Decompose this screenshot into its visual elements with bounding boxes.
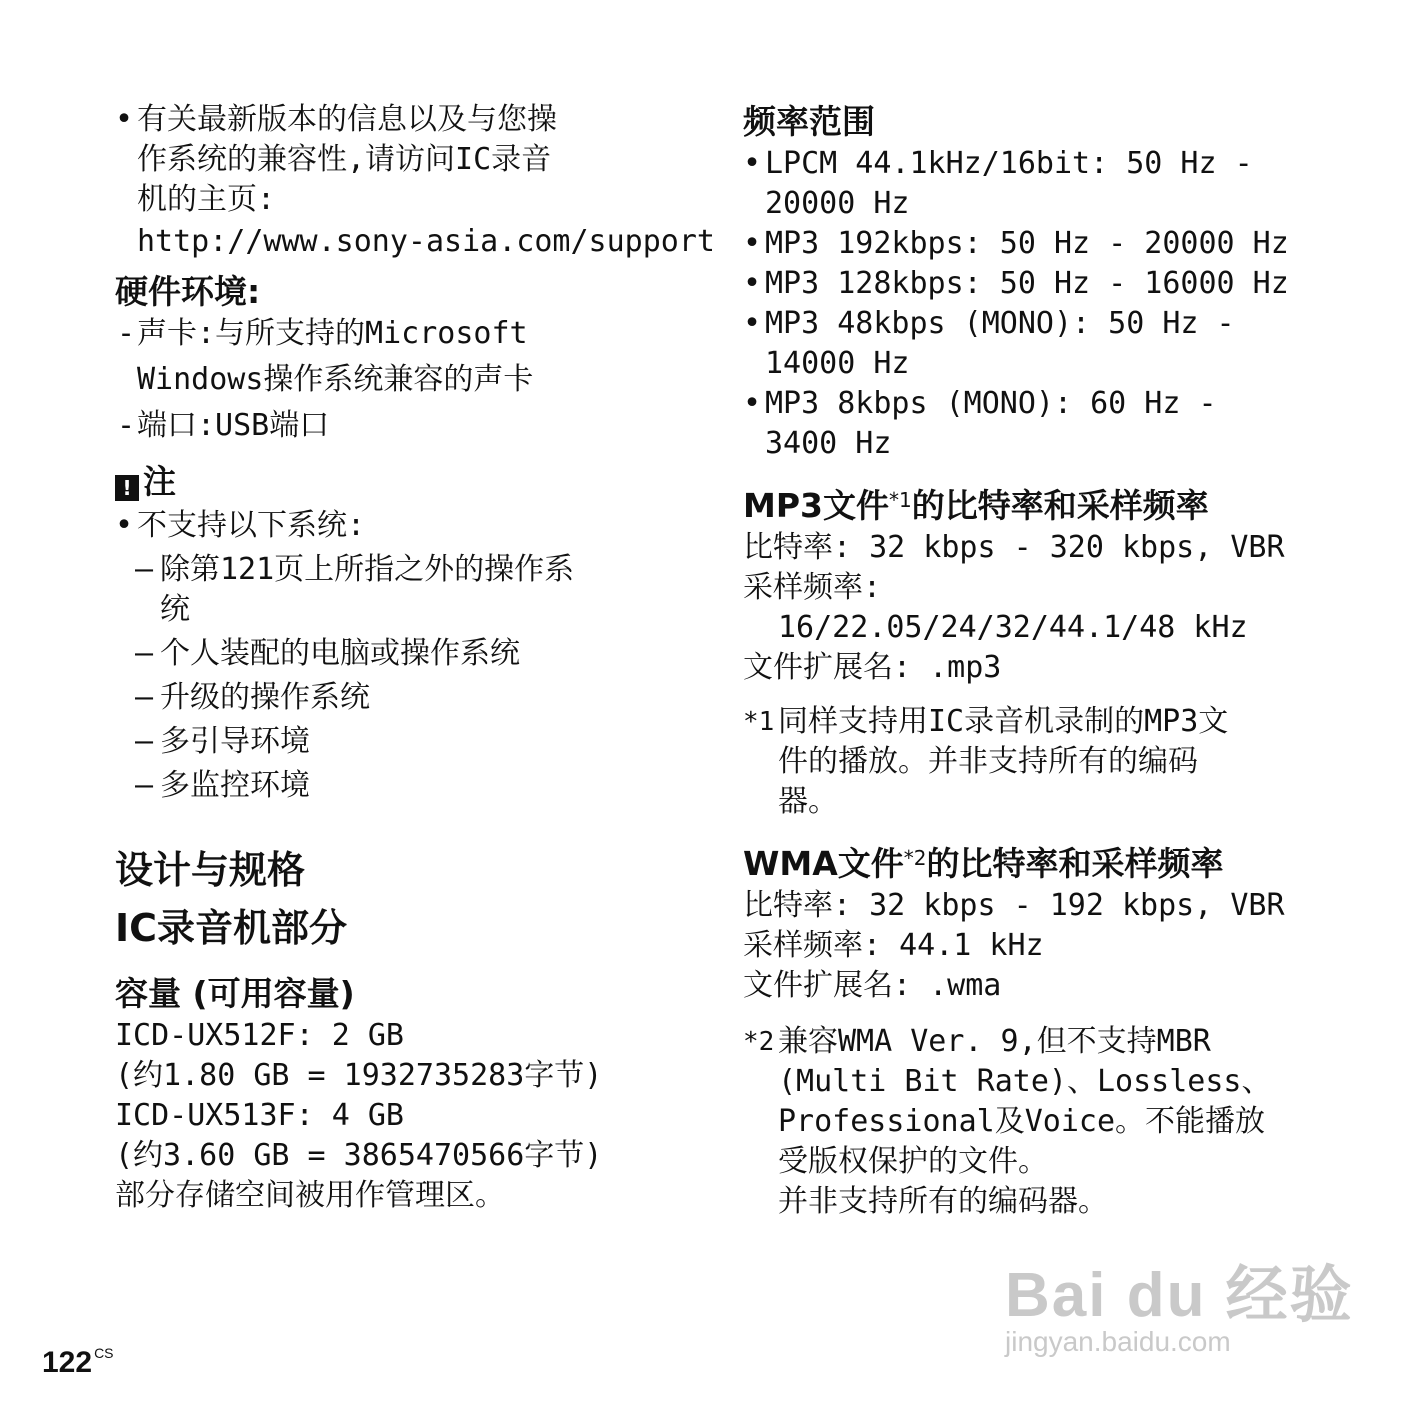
footnote-1-line: 件的播放。并非支持所有的编码 — [778, 744, 1198, 779]
note-sub-item: – 升级的操作系统 — [115, 678, 695, 718]
freq-line: • LPCM 44.1kHz/16bit: 50 Hz - — [765, 146, 1253, 181]
mp3-heading-footnote-ref: *1 — [889, 488, 912, 512]
mp3-bitrate: 比特率: 32 kbps - 320 kbps, VBR — [743, 530, 1285, 565]
freq-bullet: • MP3 192kbps: 50 Hz - 20000 Hz — [743, 224, 1343, 264]
baidu-watermark — [1005, 1245, 1354, 1358]
footnote-2-mark: *2 — [743, 1027, 775, 1057]
mp3-sampling-label: 采样频率: — [743, 570, 882, 605]
freq-line: • MP3 8kbps (MONO): 60 Hz - — [765, 386, 1217, 421]
mp3-heading-post: 的比特率和采样频率 — [911, 486, 1209, 525]
left-column — [115, 100, 715, 1216]
freq-bullet — [743, 384, 1343, 464]
hardware-line: Windows操作系统兼容的声卡 — [137, 362, 534, 397]
support-url[interactable]: http://www.sony-asia.com/support — [137, 224, 715, 259]
footnote-1-line: 器。 — [778, 784, 838, 819]
intro-bullet — [115, 100, 715, 262]
freq-line: 14000 Hz — [765, 346, 910, 381]
page-number-value: 122 — [42, 1346, 93, 1379]
freq-line: 3400 Hz — [765, 426, 892, 461]
hardware-item-soundcard — [115, 314, 695, 400]
wma-heading-post: 的比特率和采样频率 — [926, 844, 1224, 883]
note-sub-item: – 多引导环境 — [115, 722, 695, 762]
hardware-line: - 声卡:与所支持的Microsoft — [137, 316, 528, 351]
capacity-line: (约1.80 GB = 1932735283字节) — [115, 1058, 603, 1093]
watermark-logo: Bai du 经验 — [1005, 1261, 1354, 1330]
mp3-sampling-value: 16/22.05/24/32/44.1/48 kHz — [778, 610, 1248, 645]
page-number-suffix: CS — [94, 1345, 114, 1361]
footnote-2-line: Professional及Voice。不能播放 — [778, 1104, 1266, 1139]
wma-extension: 文件扩展名: .wma — [743, 968, 1002, 1003]
page-number — [42, 1345, 114, 1380]
capacity-line: ICD-UX512F: 2 GB — [115, 1018, 404, 1053]
note-sub-line: 统 — [160, 592, 190, 627]
freq-bullet — [743, 304, 1343, 384]
capacity-heading: 容量 (可用容量) — [115, 974, 355, 1013]
hardware-item-port: - 端口:USB端口 — [115, 406, 695, 446]
footnote-2-line: 受版权保护的文件。 — [778, 1144, 1048, 1179]
right-column — [743, 100, 1343, 1222]
capacity-line: 部分存储空间被用作管理区。 — [115, 1178, 505, 1213]
mp3-heading — [743, 484, 1343, 528]
capacity-line: (约3.60 GB = 3865470566字节) — [115, 1138, 603, 1173]
freq-line: • MP3 48kbps (MONO): 50 Hz - — [765, 306, 1235, 341]
note-sub-item — [115, 550, 695, 630]
note-icon: ! — [115, 475, 139, 501]
ic-heading: IC录音机部分 — [115, 906, 348, 950]
freq-bullet — [743, 144, 1343, 224]
mp3-heading-pre: MP3文件 — [743, 486, 889, 525]
freq-bullet: • MP3 128kbps: 50 Hz - 16000 Hz — [743, 264, 1343, 304]
freq-heading: 频率范围 — [743, 102, 875, 141]
note-sub-item: – 多监控环境 — [115, 766, 695, 806]
watermark-url: jingyan.baidu.com — [1005, 1326, 1231, 1357]
note-sub-line: – 除第121页上所指之外的操作系 — [160, 552, 575, 587]
footnote-2 — [743, 1022, 1343, 1222]
note-heading: 注 — [143, 462, 176, 501]
design-heading: 设计与规格 — [115, 848, 306, 892]
intro-line: 作系统的兼容性,请访问IC录音 — [137, 142, 552, 177]
hardware-heading: 硬件环境: — [115, 272, 261, 311]
footnote-1-line: 同样支持用IC录音机录制的MP3文 — [778, 704, 1229, 739]
footnote-1 — [743, 702, 1343, 822]
mp3-extension: 文件扩展名: .mp3 — [743, 650, 1002, 685]
freq-line: 20000 Hz — [765, 186, 910, 221]
note-sub-item: – 个人装配的电脑或操作系统 — [115, 634, 695, 674]
intro-line: • 有关最新版本的信息以及与您操 — [137, 102, 557, 137]
wma-sampling: 采样频率: 44.1 kHz — [743, 928, 1044, 963]
wma-heading — [743, 842, 1343, 886]
note-bullet: • 不支持以下系统: — [115, 506, 695, 546]
capacity-line: ICD-UX513F: 4 GB — [115, 1098, 404, 1133]
footnote-1-mark: *1 — [743, 707, 775, 737]
intro-line: 机的主页: — [137, 182, 276, 217]
footnote-2-line: 兼容WMA Ver. 9,但不支持MBR — [778, 1024, 1211, 1059]
wma-bitrate: 比特率: 32 kbps - 192 kbps, VBR — [743, 888, 1285, 923]
note-heading-row — [115, 460, 695, 504]
footnote-2-line: (Multi Bit Rate)、Lossless、 — [778, 1064, 1272, 1099]
wma-heading-pre: WMA文件 — [743, 844, 904, 883]
footnote-2-line: 并非支持所有的编码器。 — [778, 1184, 1108, 1219]
wma-heading-footnote-ref: *2 — [903, 846, 927, 870]
